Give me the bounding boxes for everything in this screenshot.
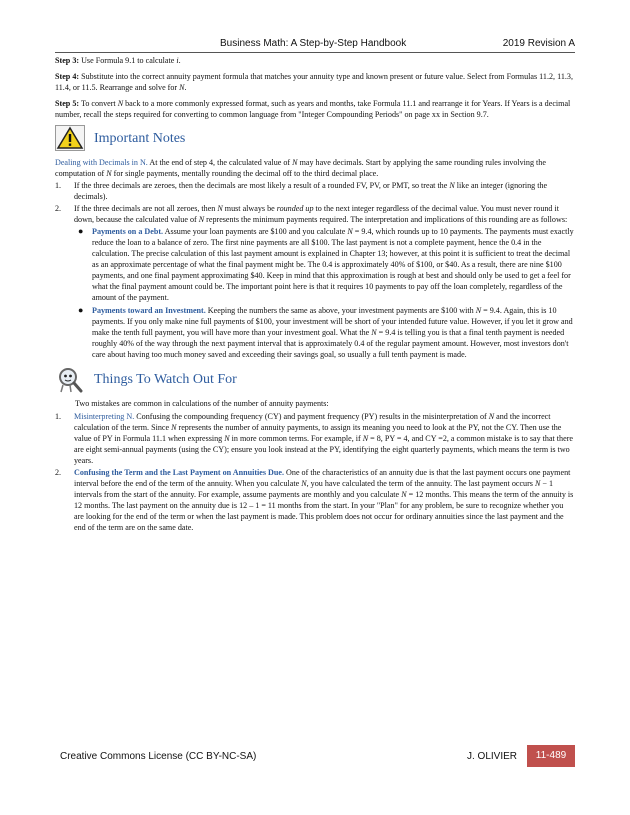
step-5-var: N — [117, 99, 124, 108]
step-4-end: . — [184, 83, 187, 92]
debt-var: N — [347, 227, 353, 236]
mistake-1-c: represents the number of annuity payments, to assign its meaning you need to look at the PY, not the CY. Then use the value of PY in Formula 11.1 when expressing — [74, 423, 562, 443]
rule-2-var: N — [217, 204, 223, 213]
step-4-text: Substitute into the correct annuity payment formula that matches your annuity type and known present or future value. Select from Formulas 11.2, 11.3, 11.4, or 11.5. Rearrange and solve for — [55, 72, 573, 92]
list-item — [74, 305, 575, 360]
watch-intro: Two mistakes are common in calculations of the number of annuity payments: — [75, 399, 329, 408]
rule-1-var: N — [449, 181, 455, 190]
list-item — [55, 203, 575, 360]
decimals-lead-b: may have decimals. Start by applying the same rounding rules involving the computation of — [55, 158, 546, 178]
mistake-2-d: = 12 months. This means the term of the annuity is 12 months. The last payment on the annuity due is 12 – 1 = 11 months from the start. In your "Plan" for any problem, be sure to recognize whether you are looking for the end of the term or when the last payment is made. This problem does not occur for ordinary annuities since the last payment and the end of the term are on the same date. — [74, 490, 574, 532]
decimals-lead-title: Dealing with Decimals in N. — [55, 158, 148, 167]
mistake-1-title: Misinterpreting N. — [74, 412, 135, 421]
bullet-icon: ● — [78, 305, 84, 315]
author-name: J. OLIVIER — [466, 751, 517, 762]
mistake-1-var4: N — [362, 434, 369, 443]
important-notes-heading: Important Notes — [94, 130, 186, 146]
decimals-lead-a: At the end of step 4, the calculated value of — [147, 158, 293, 167]
mistake-1-d: in more common terms. For example, if — [229, 434, 363, 443]
list-item — [55, 411, 575, 466]
step-3-var: i — [176, 56, 179, 65]
debt-b: = 9.4, which rounds up to 10 payments. The payments must exactly reduce the loan to a balance of zero. The first nine payments are all $100. The last payment is not a complete payment, hence the 0.4 in the calculation. The precise calculation of this last payment amount is explained in Chapter 13; however, at this point it is sufficient to treat the decimal as an approximate percentage of what the final payment might be. The 0.4 is approximately 40% of $100, or $40. As a result, there are nine $100 payments, and one final payment approximating $40. Keep in mind that this approximation is rough at best and should only be used to get a feel for what the final payment amount could be. The important point here is that it requires 10 payments to pay off the loan completely, regardless of the amount of the payment. — [92, 227, 574, 302]
rule-2-d: represents the minimum payments required. The interpretation and implications of this rounding are as follows: — [204, 215, 568, 224]
list-number: 1. — [55, 181, 62, 190]
step-4 — [55, 71, 575, 93]
mistake-1-a: Confusing the compounding frequency (CY) and payment frequency (PY) results in the misinterpretation of — [134, 412, 489, 421]
rule-1-b: like an integer (ignoring the decimals). — [74, 181, 548, 201]
step-5-text-a: To convert — [79, 99, 118, 108]
rule-2-var2: N — [198, 215, 205, 224]
mistake-1-var: N — [488, 412, 495, 421]
mistake-2-var2: N — [534, 479, 541, 488]
mistake-1-b: and the incorrect calculation of the term. Since — [74, 412, 551, 432]
warning-icon — [55, 125, 85, 151]
debt-a: Assume your loan payments are $100 and you calculate — [163, 227, 348, 236]
step-5-label: Step 5: — [55, 99, 80, 108]
investment-title: Payments toward an Investment. — [92, 306, 206, 315]
mistake-2-var3: N — [401, 490, 407, 499]
mistake-2-title: Confusing the Term and the Last Payment on Annuities Due. — [74, 468, 285, 477]
page-number-badge: 11-489 — [527, 745, 575, 767]
mistake-2-b: , you have calculated the term of the annuity. The last payment occurs — [306, 479, 535, 488]
page-footer — [60, 745, 575, 767]
implications-list — [74, 226, 575, 360]
step-3-text: Use Formula 9.1 to calculate — [79, 56, 177, 65]
mistake-1-e: = 8, PY = 4, and CY =2, a common mistake is to say that there are eight semi-annual payments (using the CY); ensure you look instead at the PY, identifying the eight quarterly payments, which means the term is two years. — [74, 434, 573, 465]
watch-out-header — [55, 366, 575, 392]
decimals-lead-var2: N — [106, 169, 112, 178]
rule-2-emphasis: rounded up — [276, 204, 314, 213]
revision-label: 2019 Revision A — [502, 38, 575, 49]
rule-2-b: must always be — [222, 204, 277, 213]
list-number: 2. — [55, 204, 62, 213]
list-item — [55, 467, 575, 533]
step-3-label: Step 3: — [55, 56, 80, 65]
list-item — [74, 226, 575, 303]
mistake-2-var: N — [301, 479, 307, 488]
investment-b: = 9.4. Again, this is 10 payments. If you only make nine full payments of $100, your investment will be short of your intended future value. However, if you let it grow and make the tenth full payment, you will have more than your investment goal. What the — [92, 306, 573, 337]
watch-out-heading: Things To Watch Out For — [94, 371, 237, 387]
license-text: Creative Commons License (CC BY-NC-SA) — [60, 751, 257, 762]
magnifier-character-icon — [55, 366, 85, 392]
step-5 — [55, 98, 575, 120]
rule-2-c: to the next integer regardless of the decimal value. You must never round it down, because the calculated value of — [74, 204, 559, 224]
decimals-lead — [55, 157, 575, 179]
mistake-1-var3: N — [224, 434, 230, 443]
step-4-label: Step 4: — [55, 72, 80, 81]
decimals-lead-c: for single payments, mentally rounding the decimal off to the third decimal place. — [111, 169, 379, 178]
list-number: 1. — [55, 412, 62, 421]
page-header — [55, 38, 575, 50]
page-body — [55, 55, 575, 534]
important-notes-header — [55, 125, 575, 151]
step-3-end: . — [178, 56, 181, 65]
book-title: Business Math: A Step-by-Step Handbook — [220, 38, 407, 49]
list-item — [55, 180, 575, 202]
header-divider — [55, 52, 575, 53]
investment-var: N — [475, 306, 482, 315]
mistake-2-a: One of the characteristics of an annuity due is that the last payment occurs one payment interval before the end of the term of the annuity. When you calculate — [74, 468, 571, 488]
step-3 — [55, 55, 575, 66]
step-5-text-b: back to a more commonly expressed format, such as years and months, take Formula 11.1 and rearrange it for Years. If Years is a decimal number, recall the steps required for converting to common language from "Integer Compounding Periods" on page xx in Section 9.7. — [55, 99, 571, 119]
mistakes-list — [55, 411, 575, 533]
mistake-1-var2: N — [171, 423, 177, 432]
rule-2-a: If the three decimals are not all zeroes, then — [74, 204, 218, 213]
debt-title: Payments on a Debt. — [92, 227, 164, 236]
rule-1-a: If the three decimals are zeroes, then the decimals are most likely a result of a rounded FV, PV, or PMT, so treat the — [74, 181, 450, 190]
decimals-lead-var: N — [292, 158, 298, 167]
investment-a: Keeping the numbers the same as above, your investment payments are $100 with — [205, 306, 476, 315]
bullet-icon: ● — [78, 226, 84, 236]
investment-var2: N — [371, 328, 377, 337]
rounding-rules-list — [55, 180, 575, 360]
mistake-2-c: − 1 intervals from the start of the annuity. For example, assume payments are monthly and you calculate — [74, 479, 554, 499]
investment-c: = 9.4 is telling you is that a final tenth payment is needed roughly 40% of the way through the next payment interval that is approximately 0.4 of the regular payment amount. However, most investors don't care about having too much money saved and exceeding their savings goal, so usually a full tenth payment is made. — [92, 328, 569, 359]
list-number: 2. — [55, 468, 62, 477]
step-4-var: N — [179, 83, 185, 92]
